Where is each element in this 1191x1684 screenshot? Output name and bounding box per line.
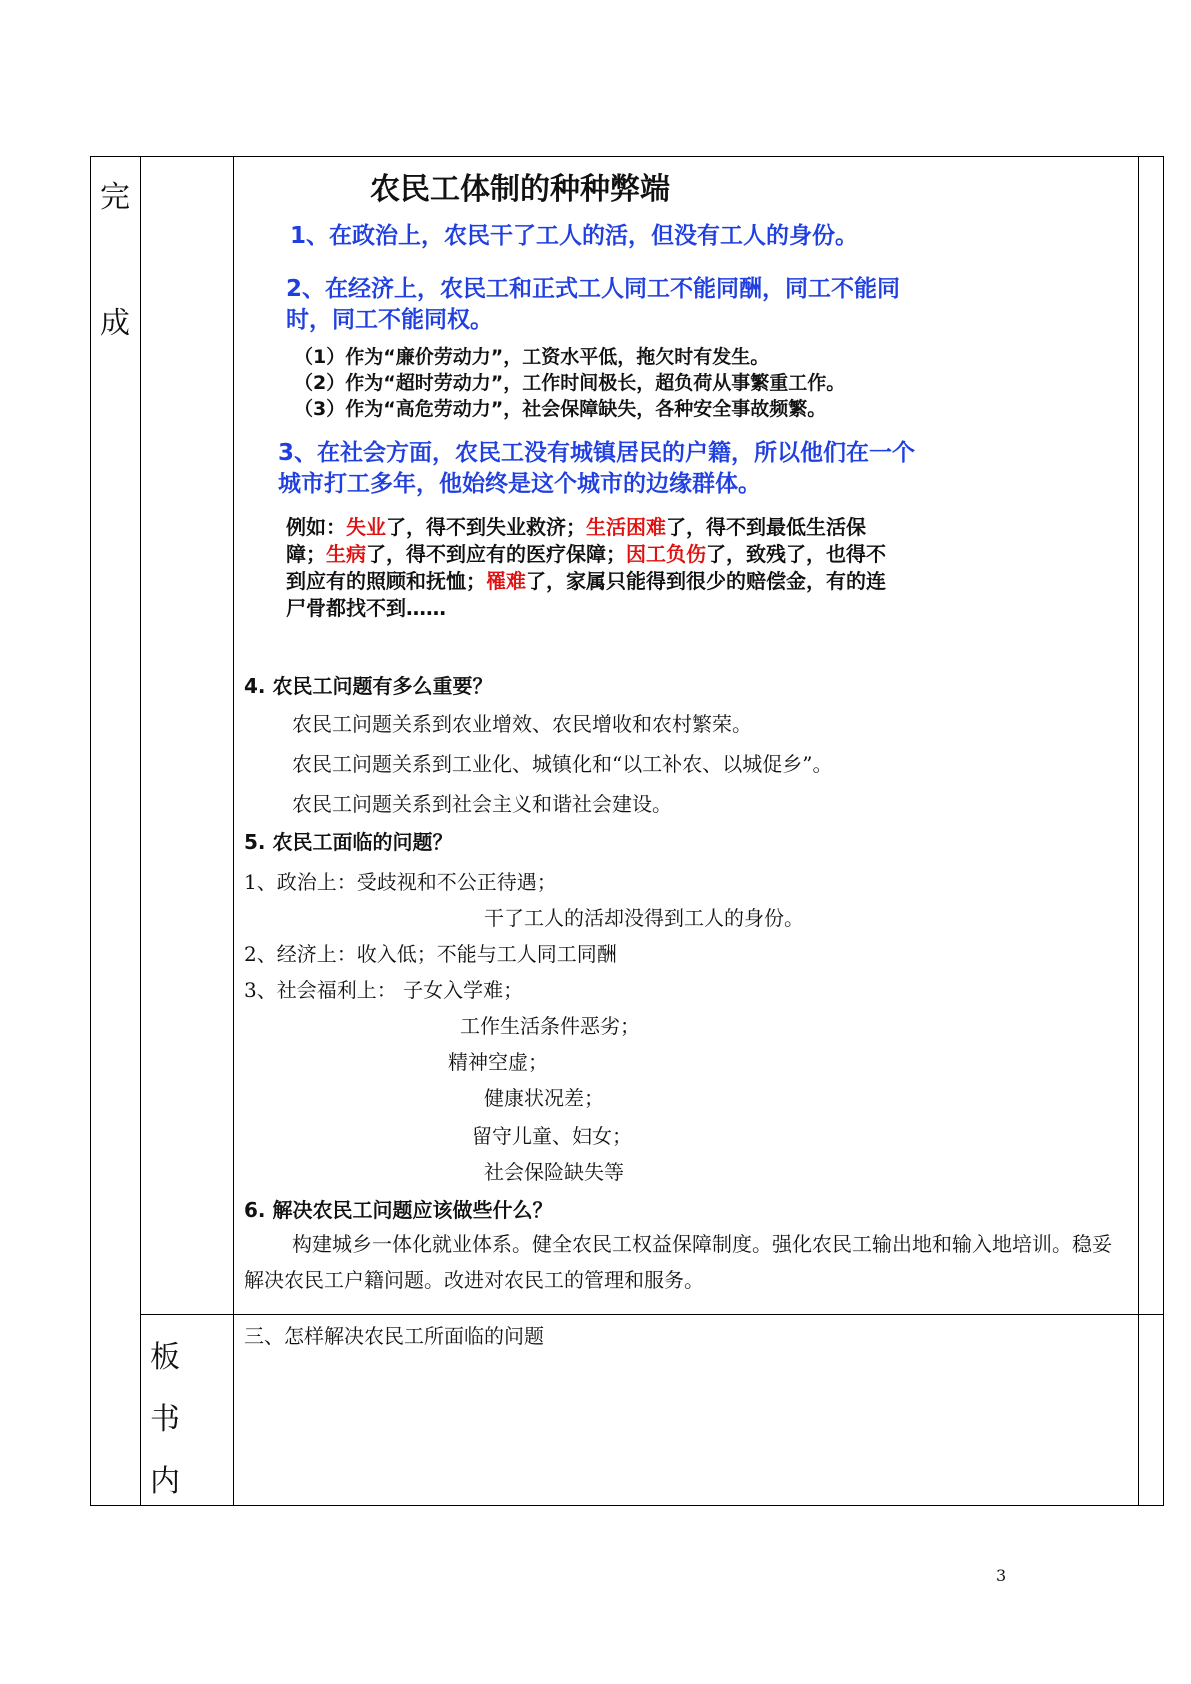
example-text-2: 了，得不到失业救济； bbox=[386, 515, 586, 539]
label-char-wan: 完 bbox=[100, 180, 130, 215]
slide-title: 农民工体制的种种弊端 bbox=[370, 172, 670, 207]
example-highlight-illness: 生病 bbox=[326, 542, 366, 566]
example-highlight-injury: 因工负伤 bbox=[626, 542, 706, 566]
section5-heading: 5. 农民工面临的问题？ bbox=[244, 830, 453, 854]
example-highlight-unemployment: 失业 bbox=[346, 515, 386, 539]
label-char-nei: 内 bbox=[150, 1464, 180, 1499]
slide-sub-item-2: （2）作为“超时劳动力”，工作时间极长，超负荷从事繁重工作。 bbox=[294, 372, 846, 394]
table-col-divider-3 bbox=[1138, 156, 1139, 1506]
section6-text: 构建城乡一体化就业体系。健全农民工权益保障制度。强化农民工输出地和输入地培训。稳妥解决农民工户籍问题。改进对农民工的管理和服务。 bbox=[244, 1232, 1112, 1292]
label-char-ban: 板 bbox=[150, 1340, 180, 1375]
section5-welfare-item-5: 社会保险缺失等 bbox=[484, 1160, 624, 1184]
section5-political-cont: 干了工人的活却没得到工人的身份。 bbox=[484, 906, 804, 930]
section5-welfare-item-1: 工作生活条件恶劣； bbox=[460, 1014, 640, 1038]
label-char-cheng: 成 bbox=[100, 306, 130, 341]
section5-welfare-item-3: 健康状况差； bbox=[484, 1086, 604, 1110]
slide-sub-item-3: （3）作为“高危劳动力”，社会保障缺失，各种安全事故频繁。 bbox=[294, 398, 827, 420]
section6-heading: 6. 解决农民工问题应该做些什么？ bbox=[244, 1198, 553, 1222]
example-text-5: 了，致残了，也得不到应有的照顾和抚恤； bbox=[286, 542, 886, 593]
example-text-1: 例如： bbox=[286, 515, 346, 539]
section5-welfare: 3、社会福利上： 子女入学难； bbox=[244, 978, 524, 1002]
slide-point-3: 3、在社会方面，农民工没有城镇居民的户籍，所以他们在一个城市打工多年，他始终是这个城市的边缘群体。 bbox=[278, 440, 916, 497]
page-number: 3 bbox=[996, 1566, 1007, 1585]
table-row-divider bbox=[140, 1314, 1164, 1315]
slide-point-2: 2、在经济上，农民工和正式工人同工不能同酬，同工不能同时，同工不能同权。 bbox=[286, 276, 901, 333]
section5-welfare-item-2: 精神空虚； bbox=[448, 1050, 548, 1074]
slide-point-1: 1、在政治上，农民干了工人的活，但没有工人的身份。 bbox=[290, 223, 859, 249]
table-col-divider-2 bbox=[233, 156, 234, 1506]
table-left-border bbox=[90, 156, 91, 1506]
table-bottom-border bbox=[90, 1505, 1164, 1506]
label-char-shu: 书 bbox=[150, 1402, 180, 1437]
section5-welfare-item-4: 留守儿童、妇女； bbox=[472, 1124, 632, 1148]
slide-sub-item-1: （1）作为“廉价劳动力”，工资水平低，拖欠时有发生。 bbox=[294, 346, 770, 368]
example-highlight-death: 罹难 bbox=[486, 569, 526, 593]
section5-political: 1、政治上：受歧视和不公正待遇； bbox=[244, 870, 557, 894]
section4-heading: 4. 农民工问题有多么重要？ bbox=[244, 674, 493, 698]
example-text-3: 了，得不到最低生活保障； bbox=[286, 515, 866, 566]
example-highlight-hardship: 生活困难 bbox=[586, 515, 666, 539]
table-top-border bbox=[90, 156, 1164, 157]
example-text-4: 了，得不到应有的医疗保障； bbox=[366, 542, 626, 566]
board-text: 三、怎样解决农民工所面临的问题 bbox=[244, 1324, 544, 1348]
section5-economic: 2、经济上：收入低；不能与工人同工同酬 bbox=[244, 942, 617, 966]
slide-example bbox=[286, 514, 886, 622]
section4-line-1: 农民工问题关系到农业增效、农民增收和农村繁荣。 bbox=[292, 712, 752, 736]
table-right-border bbox=[1163, 156, 1164, 1506]
table-col-divider-1 bbox=[140, 156, 141, 1506]
section4-line-3: 农民工问题关系到社会主义和谐社会建设。 bbox=[292, 792, 672, 816]
section4-line-2: 农民工问题关系到工业化、城镇化和“以工补农、以城促乡”。 bbox=[292, 752, 833, 776]
example-text-6: 了，家属只能得到很少的赔偿金，有的连尸骨都找不到…… bbox=[286, 569, 886, 620]
